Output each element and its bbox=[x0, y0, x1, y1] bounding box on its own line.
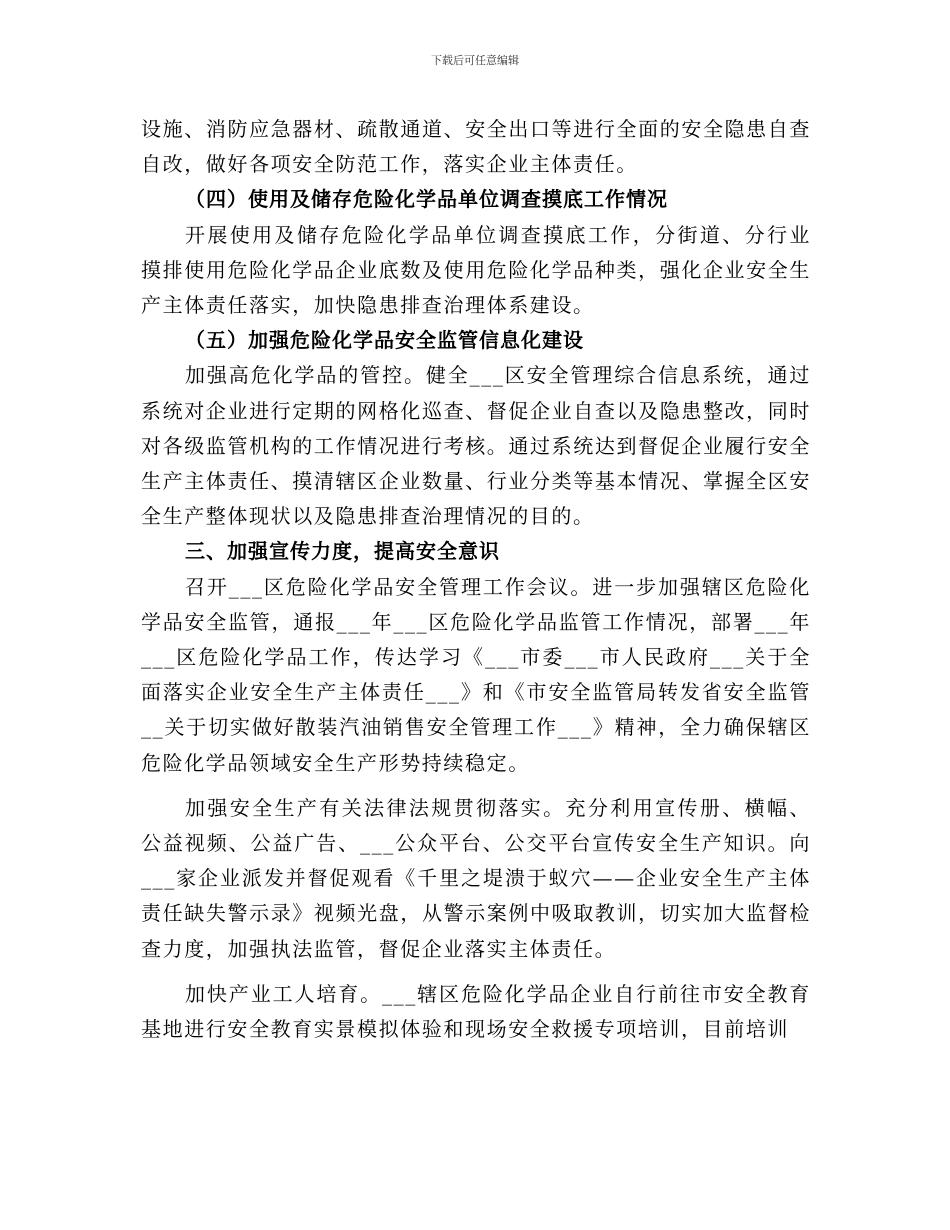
paragraph-laws: 加强安全生产有关法律法规贯彻落实。充分利用宣传册、横幅、公益视频、公益广告、___公众平台、公交平台宣传安全生产知识。向___家企业派发并督促观看《千里之堤溃于蚁穴——企业安全生产主体责任缺失警示录》视频光盘，从警示案例中吸取教训，切实加大监督检查力度，加强执法监管，督促企业落实主体责任。 bbox=[141, 795, 811, 961]
paragraph-training: 加快产业工人培育。___辖区危险化学品企业自行前往市安全教育基地进行安全教育实景模拟体验和现场安全救援专项培训，目前培训 bbox=[141, 981, 811, 1042]
paragraph-meeting: 召开___区危险化学品安全管理工作会议。进一步加强辖区危险化学品安全监管，通报___年___区危险化学品监管工作情况，部署___年___区危险化学品工作，传达学习《___市委___市人民政府___关于全面落实企业安全生产主体责任___》和《市安全监管局转发省安全监管__关于切实做好散装汽油销售安全管理工作___》精神，全力确保辖区危险化学品领域安全生产形势持续稳定。 bbox=[141, 574, 811, 775]
paragraph-informatization: 加强高危化学品的管控。健全___区安全管理综合信息系统，通过系统对企业进行定期的网格化巡查、督促企业自查以及隐患整改，同时对各级监管机构的工作情况进行考核。通过系统达到督促企业履行安全生产主体责任、摸清辖区企业数量、行业分类等基本情况、掌握全区安全生产整体现状以及隐患排查治理情况的目的。 bbox=[141, 363, 811, 529]
paragraph-spacer bbox=[141, 967, 811, 977]
paragraph-spacer bbox=[141, 781, 811, 791]
paragraph-storage-survey: 开展使用及储存危险化学品单位调查摸底工作，分街道、分行业摸排使用危险化学品企业底数及使用危险化学品种类，强化企业安全生产主体责任落实，加快隐患排查治理体系建设。 bbox=[141, 222, 811, 318]
heading-storage-survey: （四）使用及储存危险化学品单位调查摸底工作情况 bbox=[185, 187, 668, 212]
heading-publicity: 三、加强宣传力度，提高安全意识 bbox=[185, 539, 500, 564]
document-body bbox=[141, 112, 811, 1047]
heading-informatization: （五）加强危险化学品安全监管信息化建设 bbox=[185, 328, 584, 353]
paragraph-safety-check: 设施、消防应急器材、疏散通道、安全出口等进行全面的安全隐患自查自改，做好各项安全防范工作，落实企业主体责任。 bbox=[141, 117, 811, 177]
page-header: 下载后可任意编辑 bbox=[431, 54, 519, 67]
